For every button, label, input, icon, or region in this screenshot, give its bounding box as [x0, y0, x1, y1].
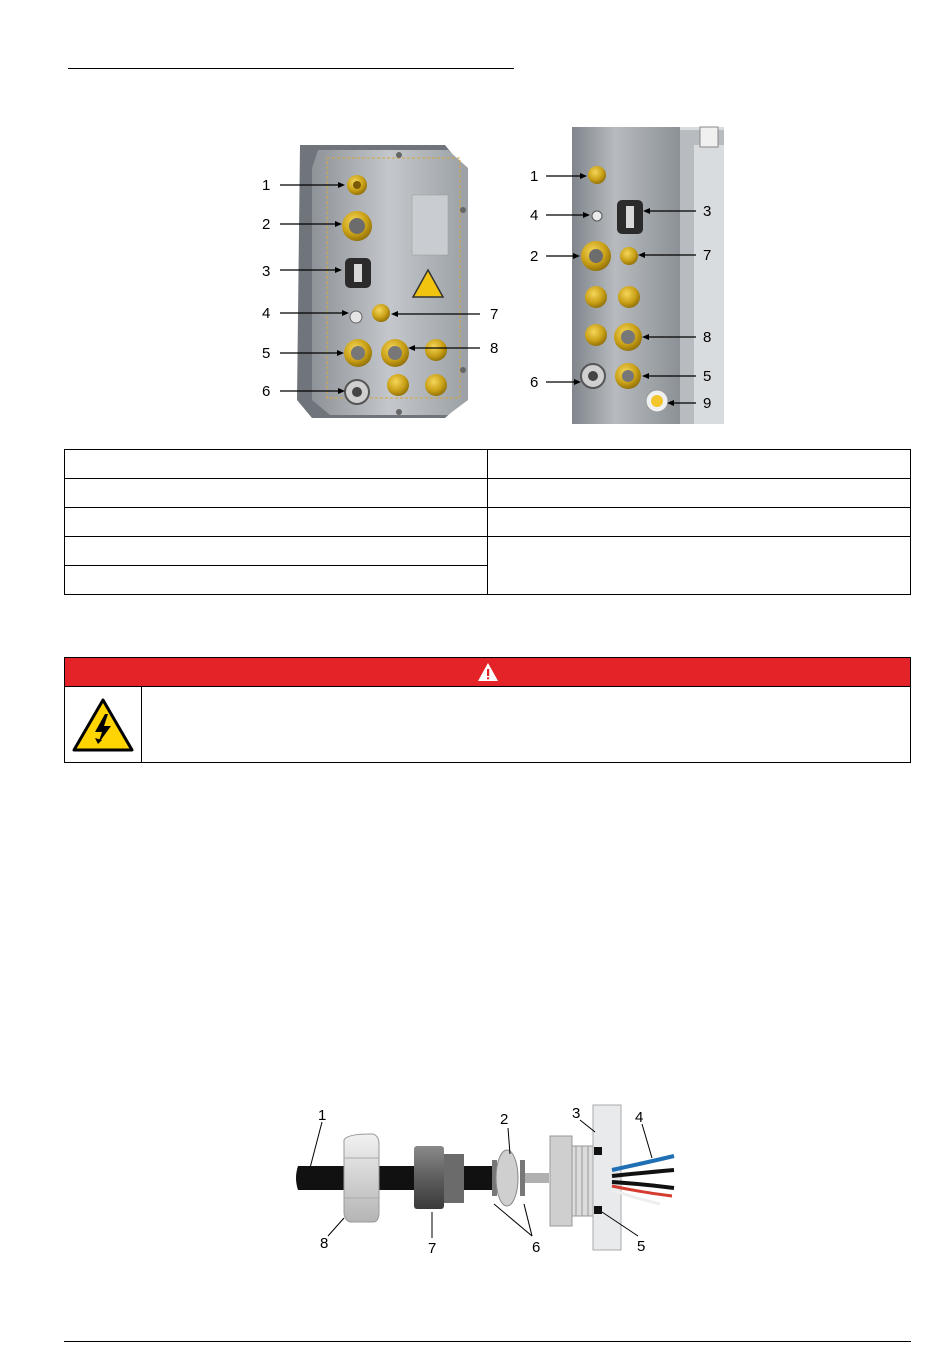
table-cell	[65, 537, 488, 566]
gland-callout-7: 7	[428, 1240, 437, 1257]
part-8-nut	[344, 1134, 379, 1222]
figure-connector-panels	[0, 110, 950, 430]
table-cell	[65, 508, 488, 537]
table-row	[65, 508, 911, 537]
right-panel	[572, 127, 724, 424]
callout-left-8: 8	[490, 340, 499, 357]
table-row	[65, 450, 911, 479]
left-panel	[297, 145, 468, 418]
table-cell	[488, 508, 911, 537]
port-7	[372, 304, 390, 322]
table-row	[65, 537, 911, 566]
callout-left-5: 5	[262, 345, 271, 362]
callout-right-8: 8	[703, 329, 712, 346]
callout-right-5: 5	[703, 368, 712, 385]
table-cell	[65, 566, 488, 595]
gland-callout-8: 8	[320, 1235, 329, 1252]
table-cell	[488, 479, 911, 508]
danger-icon-cell	[65, 687, 142, 762]
callout-right-9: 9	[703, 395, 712, 412]
danger-notice	[64, 657, 911, 763]
callout-right-2: 2	[530, 248, 539, 265]
electrical-hazard-icon	[71, 697, 135, 753]
table-row	[65, 479, 911, 508]
callout-right-7: 7	[703, 247, 712, 264]
callout-left-1: 1	[262, 177, 271, 194]
footer-rule	[64, 1341, 911, 1342]
gland-callout-6: 6	[532, 1239, 541, 1256]
figure-cable-gland	[280, 1100, 700, 1260]
part-3-body	[550, 1136, 572, 1226]
callout-left-7: 7	[490, 306, 499, 323]
callout-right-1: 1	[530, 168, 539, 185]
gland-callout-2: 2	[500, 1111, 509, 1128]
warning-triangle-icon	[477, 662, 499, 682]
cable	[298, 1166, 498, 1190]
part-7-seal	[414, 1146, 444, 1209]
gland-callout-3: 3	[572, 1105, 581, 1122]
danger-text	[142, 687, 910, 762]
table-cell	[488, 450, 911, 479]
legend-table	[64, 449, 911, 595]
callout-left-4: 4	[262, 305, 271, 322]
callout-left-2: 2	[262, 216, 271, 233]
header-rule	[68, 68, 514, 69]
callout-left-6: 6	[262, 383, 271, 400]
gland-callout-1: 1	[318, 1107, 327, 1124]
gland-callout-4: 4	[635, 1109, 644, 1126]
callout-right-6: 6	[530, 374, 539, 391]
danger-body	[65, 687, 910, 762]
callout-right-4: 4	[530, 207, 539, 224]
callout-right-3: 3	[703, 203, 712, 220]
table-cell	[488, 537, 911, 595]
port-4	[350, 311, 362, 323]
callout-left-3: 3	[262, 263, 271, 280]
part-2-lamella	[496, 1150, 518, 1206]
danger-header	[65, 658, 910, 687]
gland-callout-5: 5	[637, 1238, 646, 1255]
table-cell	[65, 450, 488, 479]
table-cell	[65, 479, 488, 508]
